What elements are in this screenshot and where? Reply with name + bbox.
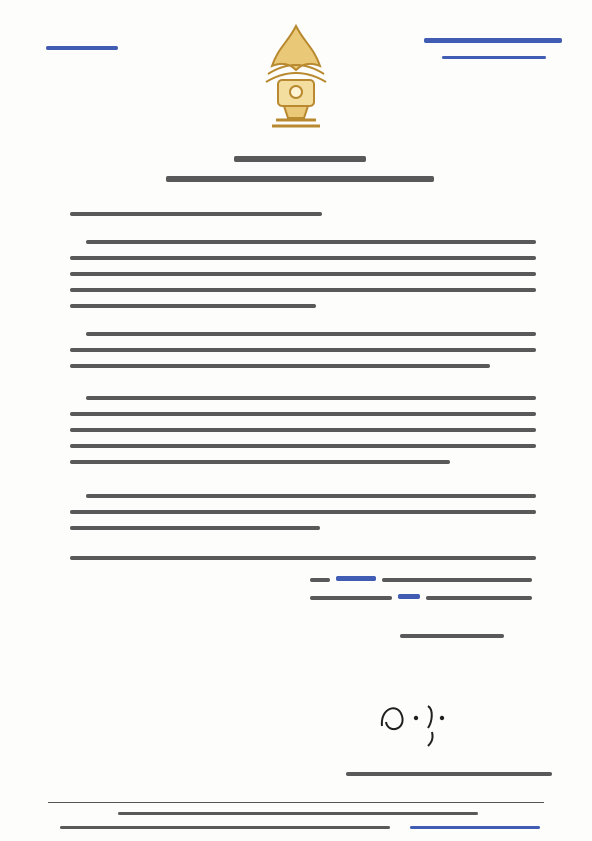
paragraph-1 — [70, 236, 540, 316]
paragraph-3 — [70, 392, 540, 476]
left-header-stamp — [46, 40, 126, 54]
signatory-name — [346, 768, 556, 782]
footer-rule — [48, 802, 544, 803]
signatory-office — [400, 630, 510, 644]
footer-text — [60, 808, 550, 834]
closing-line — [70, 552, 540, 566]
paragraph-4 — [70, 490, 540, 542]
title-block — [150, 150, 450, 192]
salutation-line — [70, 208, 330, 220]
paragraph-2 — [70, 328, 540, 380]
date-lines — [310, 572, 540, 622]
right-header — [420, 34, 570, 74]
signature-icon — [372, 688, 492, 748]
senate-emblem-icon — [258, 22, 334, 130]
